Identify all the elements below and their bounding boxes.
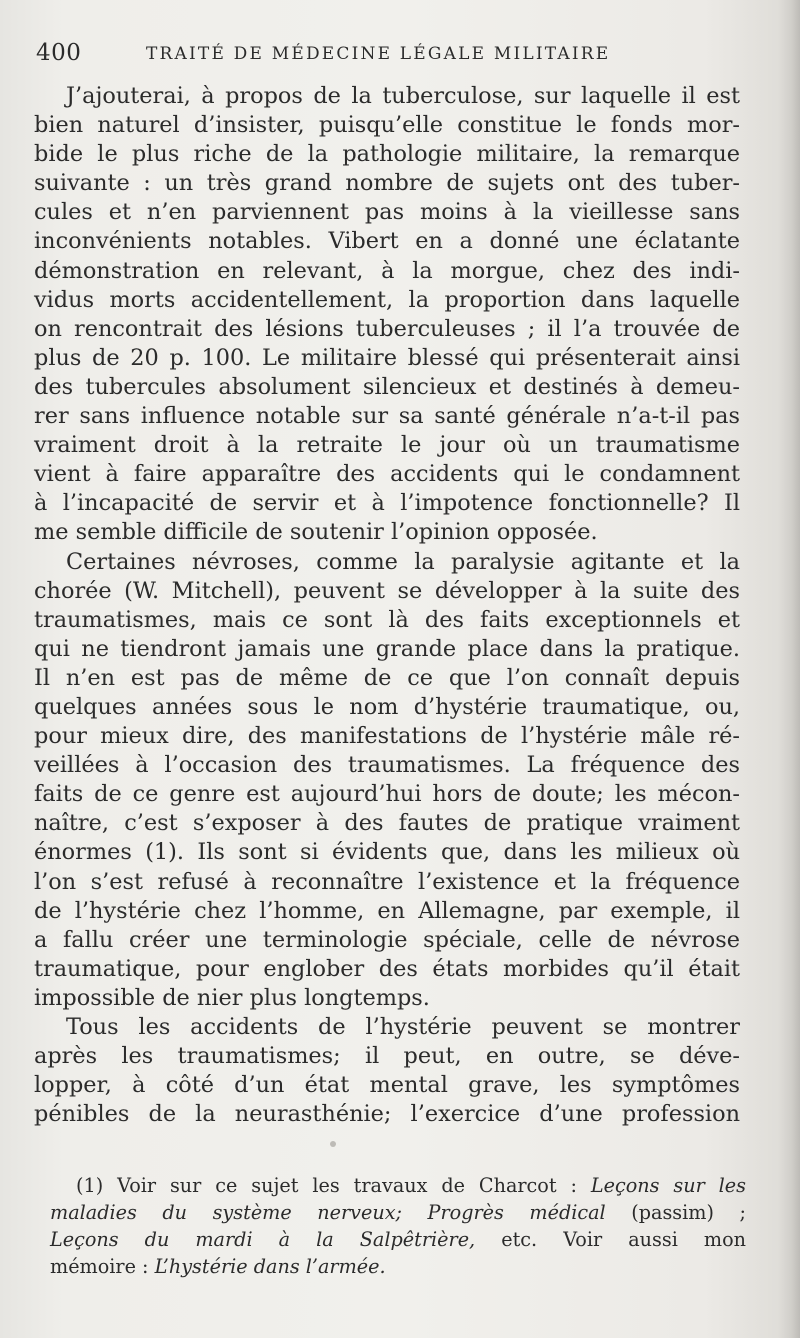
running-title: TRAITÉ DE MÉDECINE LÉGALE MILITAIRE [146,44,611,64]
text-line: cules et n’en parviennent pas moins à la vieillesse sans [34,199,740,226]
text-line: plus de 20 p. 100. Le militaire blessé qui présenterait ainsi [34,344,740,371]
text-line: Il n’en est pas de même de ce que l’on connaît depuis [34,664,740,691]
text-line: on rencontrait des lésions tuberculeuses ; il l’a trouvée de [34,315,740,342]
footnote-line: mémoire : L’hystérie dans l’armée. [50,1255,386,1278]
text-line: pénibles de la neurasthénie; l’exercice d’une profession [34,1101,740,1128]
text-line: inconvénients notables. Vibert en a donné une éclatante [34,228,740,255]
text-line: pour mieux dire, des manifestations de l’hystérie mâle ré- [34,723,740,750]
text-line: des tubercules absolument silencieux et destinés à demeu- [34,373,740,400]
text-line: rer sans influence notable sur sa santé générale n’a-t-il pas [34,403,740,430]
text-line: l’on s’est refusé à reconnaître l’existence et la fréquence [34,868,740,895]
text-line: veillées à l’occasion des traumatismes. La fréquence des [34,752,740,779]
text-line: traumatique, pour englober des états morbides qu’il était [34,955,740,982]
text-line: bide le plus riche de la pathologie militaire, la remarque [34,141,740,168]
footnote-line: maladies du système nerveux; Progrès médical (passim) ; [50,1201,746,1224]
text-line: J’ajouterai, à propos de la tuberculose, sur laquelle il est [66,83,740,109]
text-line: suivante : un très grand nombre de sujets ont des tuber- [34,170,740,197]
text-line: lopper, à côté d’un état mental grave, les symptômes [34,1072,740,1099]
text-line: me semble difficile de soutenir l’opinion opposée. [34,519,598,546]
text-line: a fallu créer une terminologie spéciale, celle de névrose [34,926,740,953]
text-line: quelques années sous le nom d’hystérie traumatique, ou, [34,693,740,720]
text-line: démonstration en relevant, à la morgue, chez des indi- [34,257,740,284]
text-line: chorée (W. Mitchell), peuvent se développer à la suite des [34,577,740,604]
text-line: Tous les accidents de l’hystérie peuvent se montrer [66,1014,740,1040]
text-line: traumatismes, mais ce sont là des faits exceptionnels et [34,606,740,633]
text-line: à l’incapacité de servir et à l’impotence fonctionnelle? Il [34,490,740,517]
footnote-line: (1) Voir sur ce sujet les travaux de Charcot : Leçons sur les [76,1174,747,1197]
page-number: 400 [36,40,82,66]
text-line: bien naturel d’insister, puisqu’elle constitue le fonds mor- [34,112,740,139]
text-line: vidus morts accidentellement, la proportion dans laquelle [34,286,740,313]
text-line: vient à faire apparaître des accidents qui le condamnent [34,461,740,488]
footnote-separator-mark [330,1141,336,1147]
page-edge-shadow [778,0,800,1338]
text-line: impossible de nier plus longtemps. [34,984,430,1011]
text-line: énormes (1). Ils sont si évidents que, dans les milieux où [34,839,740,866]
footnote-line: Leçons du mardi à la Salpêtrière, etc. Voir aussi mon [50,1228,746,1251]
text-line: Certaines névroses, comme la paralysie agitante et la [66,548,740,575]
running-head [36,40,756,70]
text-line: naître, c’est s’exposer à des fautes de pratique vraiment [34,810,740,837]
body-text [34,82,740,1129]
text-line: vraiment droit à la retraite le jour où un traumatisme [34,432,740,459]
text-line: qui ne tiendront jamais une grande place dans la pratique. [34,635,740,662]
text-line: de l’hystérie chez l’homme, en Allemagne, par exemple, il [34,897,740,924]
footnote [50,1172,746,1280]
text-line: après les traumatismes; il peut, en outre, se déve- [34,1043,740,1070]
text-line: faits de ce genre est aujourd’hui hors de doute; les mécon- [34,781,740,808]
